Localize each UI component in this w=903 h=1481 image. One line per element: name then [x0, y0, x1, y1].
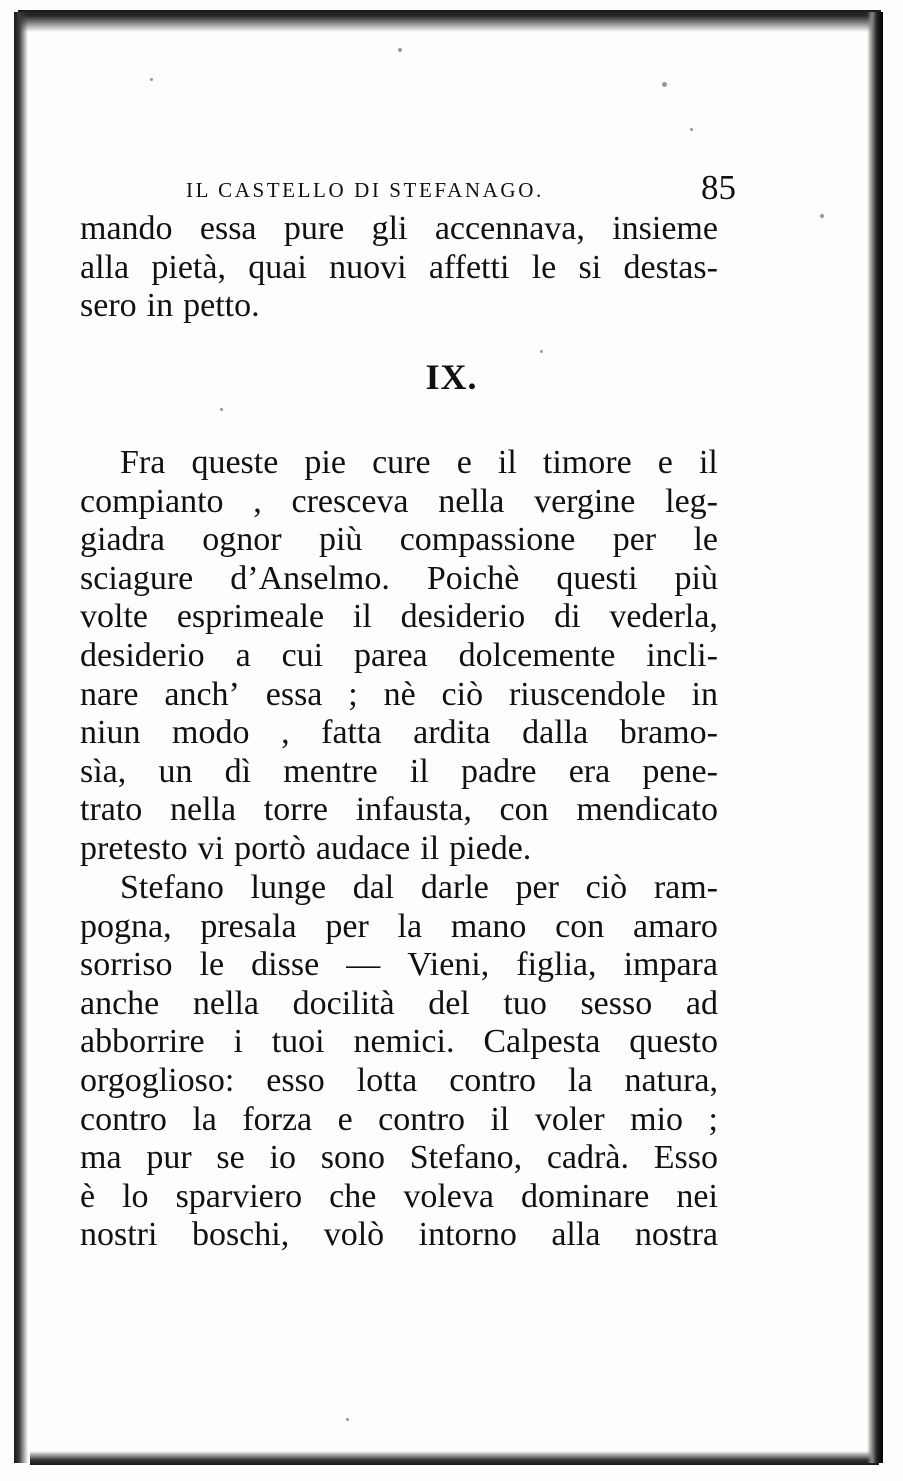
word: accennava,	[434, 210, 585, 247]
word: nè	[383, 675, 416, 713]
word: e	[456, 444, 472, 481]
word: audace	[315, 829, 411, 867]
word: vederla,	[609, 598, 718, 636]
word: che	[329, 1177, 377, 1215]
word: sparviero	[175, 1177, 303, 1215]
word: pie	[304, 444, 346, 481]
word: orgoglioso:	[80, 1061, 235, 1099]
word: pietà,	[151, 248, 226, 286]
word: disse	[251, 946, 320, 984]
word: il	[420, 829, 440, 867]
word: ognor	[202, 521, 282, 559]
word: il	[698, 444, 718, 481]
word: la	[192, 1100, 217, 1138]
word: petto.	[183, 287, 260, 325]
word: bramo-	[619, 714, 718, 752]
word: il	[497, 444, 517, 481]
word: lotta	[356, 1061, 418, 1099]
word: con	[499, 791, 549, 829]
word: le	[199, 946, 225, 984]
word: alla	[551, 1216, 601, 1254]
word: desiderio	[80, 636, 205, 674]
word: modo	[172, 714, 250, 752]
text-line	[80, 1023, 718, 1062]
word: piede.	[449, 829, 532, 867]
word: ;	[348, 675, 358, 713]
text-line	[80, 830, 718, 869]
word: incli-	[646, 636, 718, 674]
word: riuscendole	[508, 675, 666, 713]
word: insieme	[612, 210, 718, 247]
word: tuo	[503, 984, 547, 1022]
word: nostra	[634, 1216, 718, 1254]
text-line	[80, 287, 718, 326]
text-line	[80, 908, 718, 947]
word: la	[397, 907, 423, 945]
word: contro	[449, 1061, 537, 1099]
word: ciò	[441, 675, 484, 713]
word: ardita	[413, 714, 491, 752]
word: trato	[80, 791, 143, 829]
word: sciagure	[80, 559, 194, 597]
word: contro	[80, 1100, 167, 1138]
word: per	[325, 907, 369, 945]
word: questi	[556, 559, 638, 597]
word: del	[428, 984, 470, 1022]
word: mentre	[283, 752, 378, 790]
scan-border-right	[867, 12, 883, 1463]
word: Stefano,	[409, 1139, 523, 1177]
word: portò	[234, 829, 306, 867]
text-line	[80, 1216, 718, 1255]
scan-speck	[662, 82, 667, 87]
word: impara	[623, 946, 718, 984]
word: per	[515, 869, 559, 906]
word: contro	[378, 1100, 465, 1138]
word: ciò	[585, 869, 628, 906]
word: nella	[170, 791, 237, 829]
word: sìa,	[80, 752, 127, 790]
word: dalla	[522, 714, 589, 752]
word: destas-	[623, 248, 718, 286]
word: alla	[80, 248, 130, 286]
word: dominare	[520, 1177, 650, 1215]
word: in	[691, 675, 718, 713]
word: nella	[438, 482, 505, 520]
word: lunge	[250, 869, 327, 906]
word: ;	[708, 1100, 718, 1138]
word: Vieni,	[407, 946, 490, 984]
text-line	[80, 249, 718, 288]
word: esprimeale	[176, 598, 325, 636]
word: niun	[80, 714, 141, 752]
word: dolcemente	[458, 636, 616, 674]
word: d’Anselmo.	[230, 559, 390, 597]
text-line	[80, 637, 718, 676]
word: nei	[676, 1177, 718, 1215]
word: e	[657, 444, 673, 481]
word: Esso	[653, 1139, 718, 1177]
word: mio	[630, 1100, 684, 1138]
text-line	[80, 1178, 718, 1217]
word: si	[578, 248, 602, 286]
text-line	[80, 483, 718, 522]
text-line	[80, 753, 718, 792]
word: —	[346, 946, 381, 984]
word: docilità	[292, 984, 395, 1022]
word: le	[693, 521, 718, 559]
word: il	[490, 1100, 510, 1138]
text-line	[80, 1139, 718, 1178]
word: mendicato	[576, 791, 718, 829]
word: anche	[80, 984, 160, 1022]
word: esso	[266, 1061, 325, 1099]
word: volte	[80, 598, 148, 636]
word: natura,	[624, 1061, 718, 1099]
word: se	[216, 1139, 245, 1177]
word: dì	[224, 752, 252, 790]
scan-border-top	[18, 10, 881, 32]
word: forza	[242, 1100, 313, 1138]
word: essa	[199, 210, 257, 247]
word: timore	[542, 444, 632, 481]
word: di	[554, 598, 581, 636]
word: darle	[420, 869, 489, 906]
text-line	[80, 210, 718, 249]
text-line	[80, 1062, 718, 1101]
word: pene-	[642, 752, 718, 790]
word: dal	[352, 869, 395, 906]
word: nella	[192, 984, 259, 1022]
word: figlia,	[516, 946, 597, 984]
scan-speck	[150, 78, 153, 81]
word: anch’	[164, 675, 240, 713]
word: Poichè	[426, 559, 520, 597]
word: compassione	[399, 521, 576, 559]
running-head: IL CASTELLO DI STEFANAGO.	[186, 178, 544, 202]
word: sero	[80, 287, 137, 325]
paragraph-1	[80, 210, 718, 326]
word: nare	[80, 675, 139, 713]
word: cure	[372, 444, 431, 481]
word: voleva	[403, 1177, 494, 1215]
word: boschi,	[191, 1216, 290, 1254]
word: cadrà.	[546, 1139, 629, 1177]
word: parea	[354, 636, 428, 674]
word: il	[409, 752, 429, 790]
word: mano	[450, 907, 527, 945]
word: nuovi	[329, 248, 407, 286]
word: amaro	[632, 907, 718, 945]
text-line	[80, 714, 718, 753]
word: sesso	[580, 984, 653, 1022]
word: desiderio	[400, 598, 526, 636]
scan-speck	[540, 350, 543, 353]
text-line	[80, 560, 718, 599]
word: ,	[253, 482, 262, 520]
text-line	[80, 598, 718, 637]
word: lo	[122, 1177, 149, 1215]
word: le	[531, 248, 557, 286]
word: ,	[281, 714, 290, 752]
word: questo	[629, 1023, 718, 1061]
chapter-heading: IX.	[425, 357, 478, 397]
text-line	[80, 444, 718, 483]
word: era	[568, 752, 611, 790]
word: vi	[197, 829, 225, 867]
word: torre	[263, 791, 328, 829]
word: abborrire	[80, 1023, 205, 1061]
scan-speck	[690, 128, 693, 131]
word: e	[337, 1100, 353, 1138]
word: ma	[80, 1139, 122, 1177]
word: il	[352, 598, 372, 636]
word: un	[158, 752, 193, 790]
text-line	[80, 521, 718, 560]
word: ram-	[653, 869, 718, 906]
scan-speck	[398, 48, 402, 52]
word: presala	[200, 907, 297, 945]
word: a	[235, 636, 251, 674]
word: più	[674, 559, 718, 597]
paragraph-3	[80, 869, 718, 1255]
word: Stefano	[120, 869, 224, 906]
word: padre	[460, 752, 537, 790]
text-line	[80, 791, 718, 830]
word: cui	[281, 636, 324, 674]
page-header	[186, 168, 736, 212]
word: volò	[323, 1216, 385, 1254]
word: nostri	[80, 1216, 158, 1254]
word: pur	[146, 1139, 192, 1177]
word: queste	[191, 444, 279, 481]
word: Fra	[120, 444, 166, 481]
word: intorno	[418, 1216, 517, 1254]
word: in	[146, 287, 174, 325]
word: compianto	[80, 482, 224, 520]
word: essa	[265, 675, 323, 713]
word: è	[80, 1177, 96, 1215]
word: voler	[534, 1100, 605, 1138]
page-number: 85	[701, 168, 736, 207]
word: affetti	[428, 248, 510, 286]
word: pure	[283, 210, 345, 247]
word: pogna,	[80, 907, 172, 945]
word: tuoi	[271, 1023, 325, 1061]
word: fatta	[321, 714, 382, 752]
word: ad	[685, 984, 718, 1022]
word: nemici.	[353, 1023, 455, 1061]
word: vergine	[534, 482, 636, 520]
word: giadra	[80, 521, 165, 559]
word: quai	[248, 248, 307, 286]
word: più	[318, 521, 363, 559]
word: gli	[371, 210, 408, 247]
text-line	[80, 676, 718, 715]
word: sorriso	[80, 946, 173, 984]
text-line	[80, 985, 718, 1024]
word: Calpesta	[483, 1023, 601, 1061]
word: infausta,	[355, 791, 472, 829]
scan-border-bottom	[30, 1451, 879, 1465]
word: i	[233, 1023, 243, 1061]
scan-speck	[220, 408, 223, 411]
word: per	[612, 521, 657, 559]
word: cresceva	[291, 482, 409, 520]
paragraph-2	[80, 444, 718, 869]
word: leg-	[665, 482, 718, 520]
text-line	[80, 946, 718, 985]
scan-border-left	[14, 12, 28, 1463]
word: la	[568, 1061, 593, 1099]
scan-speck	[346, 1418, 349, 1421]
word: con	[555, 907, 605, 945]
word: io	[269, 1139, 296, 1177]
text-line	[80, 869, 718, 908]
word: pretesto	[80, 829, 188, 867]
word: mando	[80, 210, 173, 247]
scan-speck	[820, 214, 824, 218]
word: sono	[320, 1139, 385, 1177]
text-line	[80, 1101, 718, 1140]
